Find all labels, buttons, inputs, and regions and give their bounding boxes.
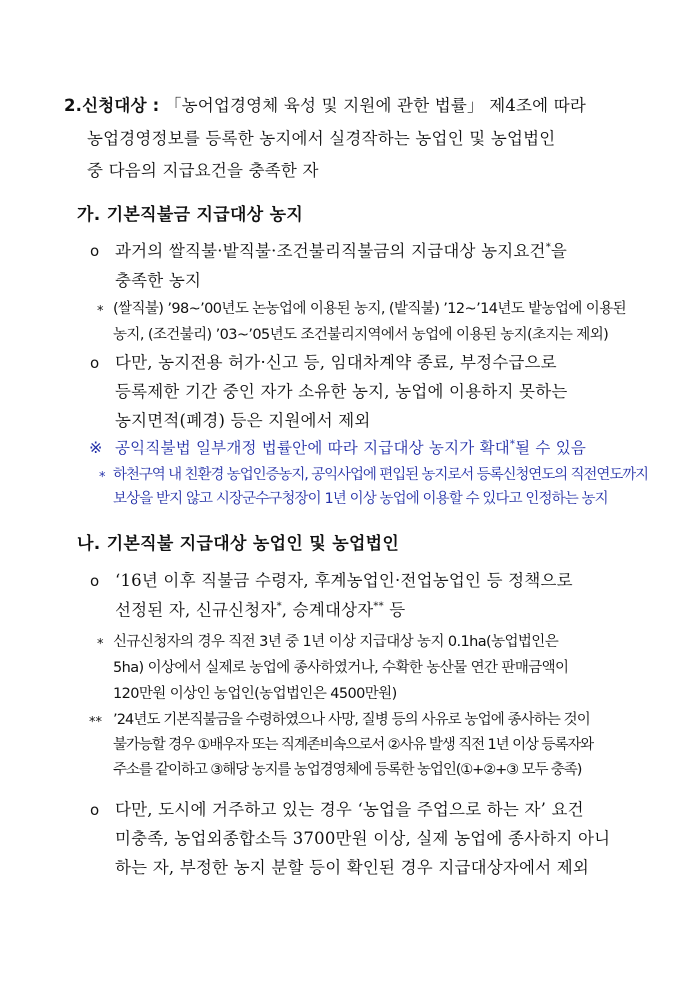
heading-label: 신청대상 — [82, 96, 147, 115]
section-a-title: 가. 기본직불금 지급대상 농지 — [77, 205, 304, 225]
section-b-note2-line-1: ’24년도 기본직불금을 수령하였으나 사망, 질병 등의 사유로 농업에 종사하는 것이 — [113, 712, 590, 728]
section-a-bullet1-line-1: 과거의 쌀직불·밭직불·조건불리직불금의 지급대상 농지요건*을 — [115, 241, 568, 261]
section-b-bullet2-line-1: 다만, 도시에 거주하고 있는 경우 ‘농업을 주업으로 하는 자’ 요건 — [115, 800, 584, 819]
footnote-mark: * — [276, 601, 282, 612]
heading-number: 2. — [64, 96, 83, 115]
footnote-mark: * — [509, 439, 516, 450]
footnote-marker: * — [99, 470, 106, 485]
section-a-bullet1-line-2: 충족한 농지 — [115, 271, 202, 290]
heading-text-line-1: 「농어업경영체 육성 및 지원에 관한 법률」 제4조에 따라 — [159, 96, 587, 115]
section-a-bullet2-line-2: 등록제한 기간 중인 자가 소유한 농지, 농업에 이용하지 못하는 — [115, 382, 568, 401]
bullet-marker: o — [90, 242, 100, 260]
section-b-bullet1-line-1: ‘16년 이후 직불금 수령자, 후계농업인·전업농업인 등 정책으로 — [115, 571, 573, 590]
section-b-bullet2-line-2: 미충족, 농업외종합소득 3700만원 이상, 실제 농업에 종사하지 아니 — [115, 829, 611, 848]
footnote-mark: ** — [373, 601, 384, 612]
section-b-note1-line-1: 신규신청자의 경우 직전 3년 중 1년 이상 지급대상 농지 0.1ha(농업법인은 — [113, 634, 559, 650]
section-a-note1-line-2: 농지, (조건불리) ’03~’05년도 조건불리지역에서 농업에 이용된 농지(초지는 제외) — [113, 327, 609, 343]
bullet-marker: o — [90, 572, 100, 590]
section-a-bullet2-line-1: 다만, 농지전용 허가·신고 등, 임대차계약 종료, 부정수급으로 — [115, 353, 557, 372]
section-b-title: 나. 기본직불 지급대상 농업인 및 농업법인 — [77, 534, 400, 554]
bullet-marker: o — [90, 354, 100, 372]
footnote-marker: ** — [89, 715, 102, 730]
footnote-marker: * — [97, 637, 104, 652]
section-b-note2-line-3: 주소를 같이하고 ③해당 농지를 농업경영체에 등록한 농업인(①+②+③ 모두 충족) — [113, 762, 582, 778]
heading-line-1: 2.신청대상 : 「농어업경영체 육성 및 지원에 관한 법률」 제4조에 따라 — [64, 96, 587, 115]
bullet-marker: o — [90, 801, 100, 819]
section-a-notice-note-line-1: 하천구역 내 친환경 농업인증농지, 공익사업에 편입된 농지로서 등록신청연도의 직전연도까지 — [113, 467, 648, 483]
heading-text-line-2: 농업경영정보를 등록한 농지에서 실경작하는 농업인 및 농업법인 — [87, 129, 556, 148]
footnote-marker: * — [97, 304, 104, 319]
section-b-bullet1-line-2: 선정된 자, 신규신청자*, 승계대상자** 등 — [115, 600, 406, 620]
section-a-notice: 공익직불법 일부개정 법률안에 따라 지급대상 농지가 확대*될 수 있음 — [115, 439, 587, 458]
notice-marker: ※ — [89, 438, 103, 457]
footnote-mark: * — [545, 242, 551, 253]
section-b-note1-line-2: 5ha) 이상에서 실제로 농업에 종사하였거나, 수확한 농산물 연간 판매금액이 — [113, 660, 569, 676]
section-a-bullet2-line-3: 농지면적(폐경) 등은 지원에서 제외 — [115, 411, 371, 430]
section-b-note2-line-2: 불가능할 경우 ①배우자 또는 직계존비속으로서 ②사유 발생 직전 1년 이상 등록자와 — [113, 737, 594, 753]
section-b-bullet2-line-3: 하는 자, 부정한 농지 분할 등이 확인된 경우 지급대상자에서 제외 — [115, 858, 590, 877]
section-a-note1-line-1: (쌀직불) ’98~’00년도 논농업에 이용된 농지, (밭직불) ’12~’14년도 밭농업에 이용된 — [113, 301, 627, 317]
heading-text-line-3: 중 다음의 지급요건을 충족한 자 — [87, 161, 319, 180]
section-a-notice-note-line-2: 보상을 받지 않고 시장군수구청장이 1년 이상 농업에 이용할 수 있다고 인정하는 농지 — [113, 491, 608, 507]
section-b-note1-line-3: 120만원 이상인 농업인(농업법인은 4500만원) — [113, 686, 397, 702]
